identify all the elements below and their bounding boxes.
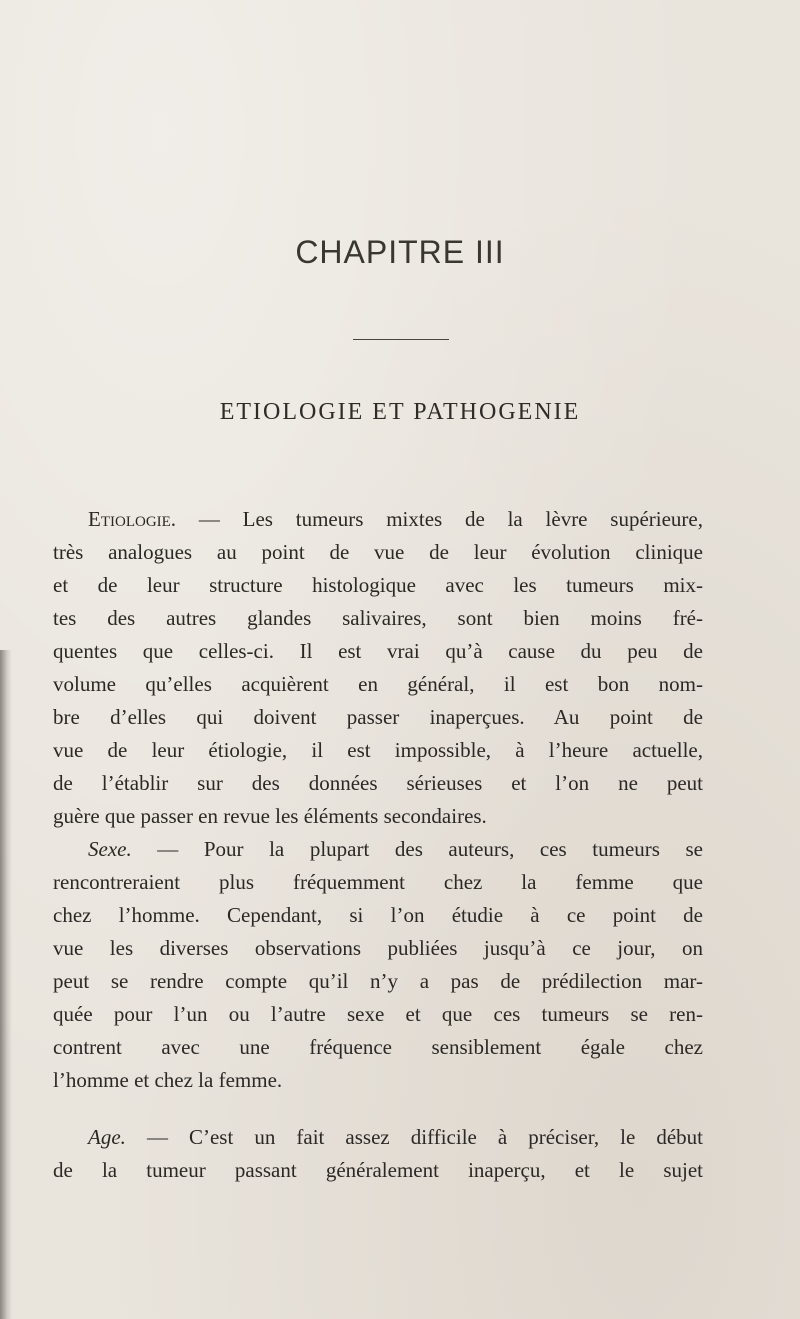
paragraph-line: Age. — C’est un fait assez difficile à préciser, le début (88, 1125, 703, 1149)
paragraph-etiologie (53, 503, 703, 833)
chapter-title: CHAPITRE III (295, 234, 505, 270)
paragraph-line: l’homme et chez la femme. (53, 1068, 283, 1092)
body-text (53, 503, 703, 1187)
paragraph-gap (53, 1097, 703, 1121)
paragraph-lead: Sexe. (88, 837, 132, 861)
paragraph-line: tes des autres glandes salivaires, sont bien moins fré- (53, 606, 703, 630)
paragraph-line: vue de leur étiologie, il est impossible, à l’heure actuelle, (53, 738, 703, 762)
paragraph-age (53, 1121, 703, 1187)
paragraph-lead: Etiologie. (88, 507, 177, 531)
paragraph-line: rencontreraient plus fréquemment chez la femme que (53, 870, 703, 894)
title-divider (353, 339, 449, 340)
paragraph-line: de la tumeur passant généralement inaperçu, et le sujet (53, 1158, 703, 1182)
paragraph-line: de l’établir sur des données sérieuses et l’on ne peut (53, 771, 703, 795)
page-binding-edge (0, 650, 12, 1319)
section-heading: ETIOLOGIE ET PATHOGENIE (219, 399, 581, 425)
paragraph-line: chez l’homme. Cependant, si l’on étudie à ce point de (53, 903, 703, 927)
paragraph-line: volume qu’elles acquièrent en général, il est bon nom- (53, 672, 703, 696)
paragraph-line: bre d’elles qui doivent passer inaperçues. Au point de (53, 705, 703, 729)
paragraph-line: peut se rendre compte qu’il n’y a pas de prédilection mar- (53, 969, 703, 993)
paragraph-line: guère que passer en revue les éléments secondaires. (53, 804, 487, 828)
paragraph-line: quée pour l’un ou l’autre sexe et que ces tumeurs se ren- (53, 1002, 703, 1026)
paragraph-line: vue les diverses observations publiées jusqu’à ce jour, on (53, 936, 703, 960)
paragraph-line: Sexe. — Pour la plupart des auteurs, ces tumeurs se (88, 837, 703, 861)
paragraph-lead: Age. (88, 1125, 126, 1149)
paragraph-line: quentes que celles-ci. Il est vrai qu’à cause du peu de (53, 639, 703, 663)
paragraph-sexe (53, 833, 703, 1097)
paragraph-line: Etiologie. — Les tumeurs mixtes de la lèvre supérieure, (88, 507, 703, 531)
paragraph-line: très analogues au point de vue de leur évolution clinique (53, 540, 703, 564)
paragraph-line: contrent avec une fréquence sensiblement égale chez (53, 1035, 703, 1059)
paragraph-line: et de leur structure histologique avec les tumeurs mix- (53, 573, 703, 597)
